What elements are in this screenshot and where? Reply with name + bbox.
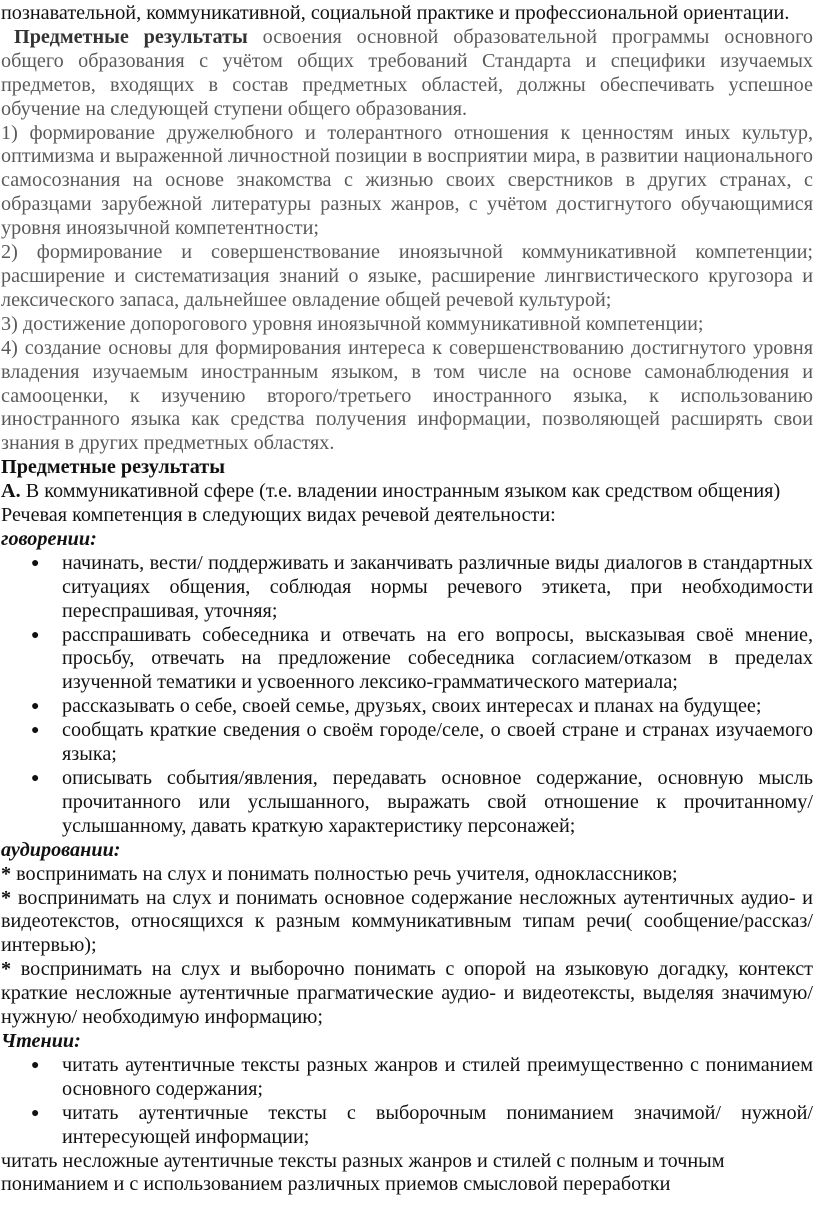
- list-item: [1, 552, 813, 624]
- list-item: [1, 695, 813, 719]
- list-item-text: рассказывать о себе, своей семье, друзьях, своих интересах и планах на будущее;: [62, 695, 762, 718]
- section-a-label: А.: [1, 480, 21, 503]
- reading-heading: Чтении:: [1, 1029, 81, 1052]
- list-item-text: описывать события/явления, передавать основное содержание, основную мысль прочитанного или услышанного, выражать свой отношение к прочитанному/услышанному, давать краткую характеристику персонажей;: [62, 767, 813, 837]
- list-item-text: расспрашивать собеседника и отвечать на его вопросы, высказывая своё мнение, просьбу, отвечать на предложение собеседника согласием/отказом в пределах изученной тематики и усвоенного лексико-грамматического материала;: [62, 623, 813, 694]
- subject-results-lead: Предметные результаты: [14, 25, 248, 48]
- listening-item-text: воспринимать на слух и выборочно понимать с опорой на языковую догадку, контекст краткие несложные аутентичные прагматические аудио- и видеотексты, выделяя значимую/нужную/ необходимую информацию;: [1, 958, 813, 1029]
- listening-item-1: [1, 863, 813, 887]
- star-marker: *: [1, 886, 12, 909]
- list-item: [1, 1054, 813, 1102]
- star-marker: *: [1, 958, 12, 981]
- bullet-icon: ●: [31, 555, 40, 571]
- numbered-item-2: 2) формирование и совершенствование иноязычной коммуникативной компетенции; расширение и систематизация знаний о языке, расширение лингвистического кругозора и лексического запаса, дальнейшее овладение общей речевой культурой;: [1, 241, 813, 311]
- list-item-text: читать аутентичные тексты разных жанров и стилей преимущественно с пониманием основного содержания;: [62, 1053, 813, 1100]
- list-item: [1, 719, 813, 767]
- listening-item-text: воспринимать на слух и понимать основное содержание несложных аутентичных аудио- и видеотекстов, относящихся к разным коммуникативным типам речи( сообщение/рассказ/ интервью);: [1, 886, 813, 957]
- speech-competence-line: Речевая компетенция в следующих видах речевой деятельности:: [1, 504, 556, 527]
- section-a-line: [1, 480, 813, 504]
- list-item: [1, 767, 813, 839]
- speaking-heading: говорении:: [1, 527, 97, 550]
- list-item-text: читать аутентичные тексты с выборочным пониманием значимой/ нужной/интересующей информации;: [62, 1101, 813, 1148]
- list-item: [1, 1102, 813, 1150]
- reading-trailing-text: читать несложные аутентичные тексты разных жанров и стилей с полным и точным пониманием и с использованием различных приемов смысловой переработки: [1, 1149, 725, 1196]
- subject-results-paragraph: [1, 26, 813, 122]
- numbered-item-4: 4) создание основы для формирования интереса к совершенствованию достигнутого уровня владения изучаемым иностранным языком, в том числе на основе самонаблюдения и самооценки, к изучению второго/третьего иностранного языка, к использованию иностранного языка как средства получения информации, позволяющей расширять свои знания в других предметных областях.: [1, 336, 813, 455]
- bullet-icon: ●: [31, 723, 40, 739]
- bullet-icon: ●: [31, 1057, 40, 1073]
- section-a-text: В коммуникативной сфере (т.е. владении иностранным языком как средством общения): [20, 480, 781, 503]
- list-item-text: сообщать краткие сведения о своём городе/селе, о своей стране и странах изучаемого языка;: [62, 719, 813, 766]
- bullet-icon: ●: [31, 627, 40, 643]
- listening-item-3: [1, 958, 813, 1030]
- bullet-icon: ●: [31, 699, 40, 715]
- bullet-icon: ●: [31, 1105, 40, 1121]
- list-item-text: начинать, вести/ поддерживать и заканчивать различные виды диалогов в стандартных ситуациях общения, соблюдая нормы речевого этикета, при необходимости переспрашивая, уточняя;: [62, 551, 813, 622]
- listening-item-2: [1, 887, 813, 959]
- listening-heading: аудировании:: [1, 838, 121, 861]
- listening-item-text: воспринимать на слух и понимать полностью речь учителя, одноклассников;: [11, 862, 678, 885]
- speaking-list: [1, 552, 813, 839]
- reading-list: [1, 1054, 813, 1150]
- subject-results-heading: Предметные результаты: [1, 456, 225, 479]
- subject-results-text: освоения основной образовательной программы основного общего образования с учётом общих требований Стандарта и специфики изучаемых предметов, входящих в состав предметных областей, должны обеспечивать успешное обучение на следующей ступени общего образования.: [1, 25, 813, 120]
- numbered-item-1: 1) формирование дружелюбного и толерантного отношения к ценностям иных культур, оптимизма и выраженной личностной позиции в восприятии мира, в развитии национального самосознания на основе знакомства с жизнью своих сверстников в других странах, с образцами зарубежной литературы разных жанров, с учётом достигнутого обучающимися уровня иноязычной компетентности;: [1, 121, 813, 240]
- star-marker: *: [1, 862, 12, 885]
- bullet-icon: ●: [31, 771, 40, 786]
- intro-line: познавательной, коммуникативной, социальной практике и профессиональной ориентации.: [1, 2, 790, 24]
- list-item: [1, 624, 813, 696]
- numbered-item-3: 3) достижение допорогового уровня иноязычной коммуникативной компетенции;: [1, 312, 704, 335]
